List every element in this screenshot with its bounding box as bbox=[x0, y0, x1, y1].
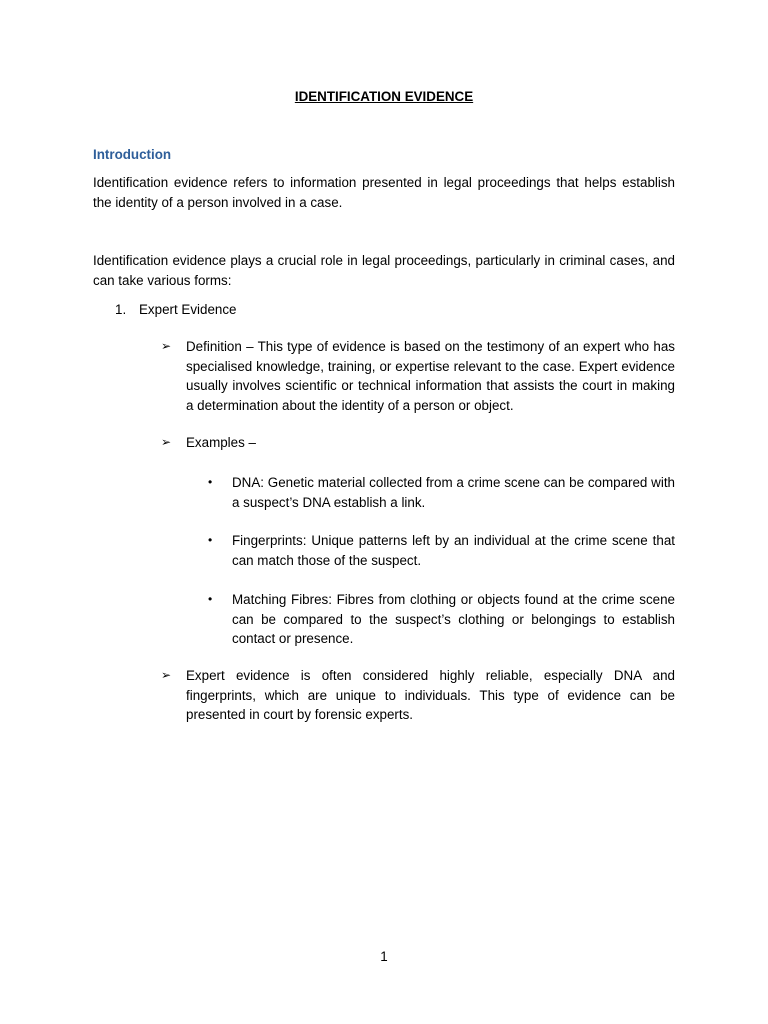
examples-label: Examples – bbox=[186, 435, 256, 450]
bullet-dot-icon: • bbox=[208, 475, 213, 489]
introduction-heading: Introduction bbox=[93, 147, 172, 162]
intro-paragraph-2: Identification evidence plays a crucial role in legal proceedings, particularly in criminal cases, and can take various forms: bbox=[93, 253, 675, 288]
intro-paragraph-1: Identification evidence refers to information presented in legal proceedings that helps establish the identity of a person involved in a case. bbox=[93, 175, 675, 210]
example-matching-fibres: Matching Fibres: Fibres from clothing or objects found at the crime scene can be compared to the suspect’s clothing or belongings to establish contact or presence. bbox=[232, 592, 675, 646]
reliability-note: Expert evidence is often considered highly reliable, especially DNA and fingerprints, which are unique to individuals. This type of evidence can be presented in court by forensic experts. bbox=[186, 668, 675, 722]
arrow-bullet-icon: ➢ bbox=[161, 668, 172, 682]
bullet-dot-icon: • bbox=[208, 592, 213, 606]
bullet-dot-icon: • bbox=[208, 533, 213, 547]
page-number: 1 bbox=[380, 949, 388, 964]
document-title: IDENTIFICATION EVIDENCE bbox=[294, 89, 474, 104]
list-item-expert-evidence: Expert Evidence bbox=[139, 302, 237, 317]
example-fingerprints: Fingerprints: Unique patterns left by an individual at the crime scene that can match those of the suspect. bbox=[232, 533, 675, 568]
list-number-1: 1. bbox=[115, 302, 127, 317]
example-dna: DNA: Genetic material collected from a crime scene can be compared with a suspect’s DNA establish a link. bbox=[232, 475, 675, 510]
arrow-bullet-icon: ➢ bbox=[161, 339, 172, 353]
arrow-bullet-icon: ➢ bbox=[161, 435, 172, 449]
definition-text: Definition – This type of evidence is based on the testimony of an expert who has specialised knowledge, training, or expertise relevant to the case. Expert evidence usually involves scientific or technical information that assists the court in making a determination about the identity of a person or object. bbox=[186, 339, 675, 413]
